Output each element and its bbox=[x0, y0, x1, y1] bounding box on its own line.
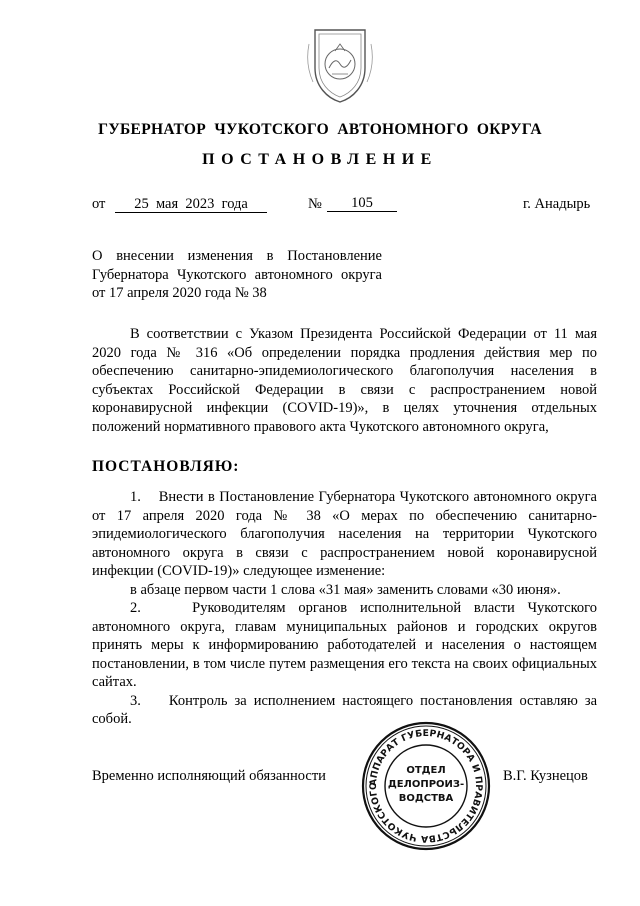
subject-line: О внесении изменения в Постановление bbox=[92, 248, 382, 264]
subject-line: от 17 апреля 2020 года № 38 bbox=[92, 285, 267, 301]
official-stamp bbox=[360, 720, 492, 852]
document-number: 105 bbox=[327, 196, 397, 212]
issuer-header: ГУБЕРНАТОР ЧУКОТСКОГО АВТОНОМНОГО ОКРУГА bbox=[98, 121, 542, 138]
city-name: г. Анадырь bbox=[523, 196, 591, 212]
resolution-items bbox=[92, 488, 601, 729]
document-subject bbox=[92, 247, 382, 303]
svg-text:АППАРАТ ГУБЕРНАТОРА И ПРАВИТЕЛ: АППАРАТ ГУБЕРНАТОРА И ПРАВИТЕЛЬСТВА ЧУКОТСКОГО bbox=[367, 727, 485, 845]
document-type-title: ПОСТАНОВЛЕНИЕ bbox=[202, 151, 438, 168]
resolution-item: в абзаце первом части 1 слова «31 мая» заменить словами «30 июня». bbox=[130, 581, 561, 598]
resolve-heading: ПОСТАНОВЛЯЮ: bbox=[92, 458, 240, 475]
number-label: № bbox=[308, 196, 322, 212]
coat-of-arms-icon bbox=[305, 24, 375, 106]
signatory-name: В.Г. Кузнецов bbox=[503, 768, 588, 784]
date-from-label: от bbox=[92, 196, 106, 212]
resolution-item: 2. Руководителям органов исполнительной власти Чукотского автономного округа, главам муниципальных районов и городских округов принять меры к информированию работодателей и населения о настоящем постановлении, в том числе путем размещения его текста на своих официальных сайтах. bbox=[92, 600, 601, 690]
date-line bbox=[92, 196, 267, 213]
signatory-role: Временно исполняющий обязанности bbox=[92, 768, 326, 784]
document-date: 25 мая 2023 года bbox=[115, 197, 267, 213]
svg-text:ВОДСТВА: ВОДСТВА bbox=[398, 793, 454, 804]
resolution-item: 3. Контроль за исполнением настоящего постановления оставляю за собой. bbox=[92, 692, 601, 727]
subject-line: Губернатора Чукотского автономного округа bbox=[92, 266, 382, 283]
preamble-paragraph: В соответствии с Указом Президента Российской Федерации от 11 мая 2020 года № 316 «Об определении порядка продления действия мер по обеспечению санитарно-эпидемиологического благополучия населения в субъектах Российской Федерации в связи с распространением новой коронавирусной инфекции (COVID-19)», в целях уточнения отдельных положений нормативного правового акта Чукотского автономного округа, bbox=[92, 326, 597, 435]
svg-text:ДЕЛОПРОИЗ-: ДЕЛОПРОИЗ- bbox=[387, 779, 465, 790]
resolution-item: 1. Внести в Постановление Губернатора Чукотского автономного округа от 17 апреля 2020 года № 38 «О мерах по обеспечению санитарно-эпидемиологического благополучия населения на территории Чукотского автономного округа в связи с распространением новой коронавирусной инфекции (COVID-19)» следующее изменение: bbox=[92, 489, 601, 579]
svg-text:ОТДЕЛ: ОТДЕЛ bbox=[406, 765, 446, 776]
